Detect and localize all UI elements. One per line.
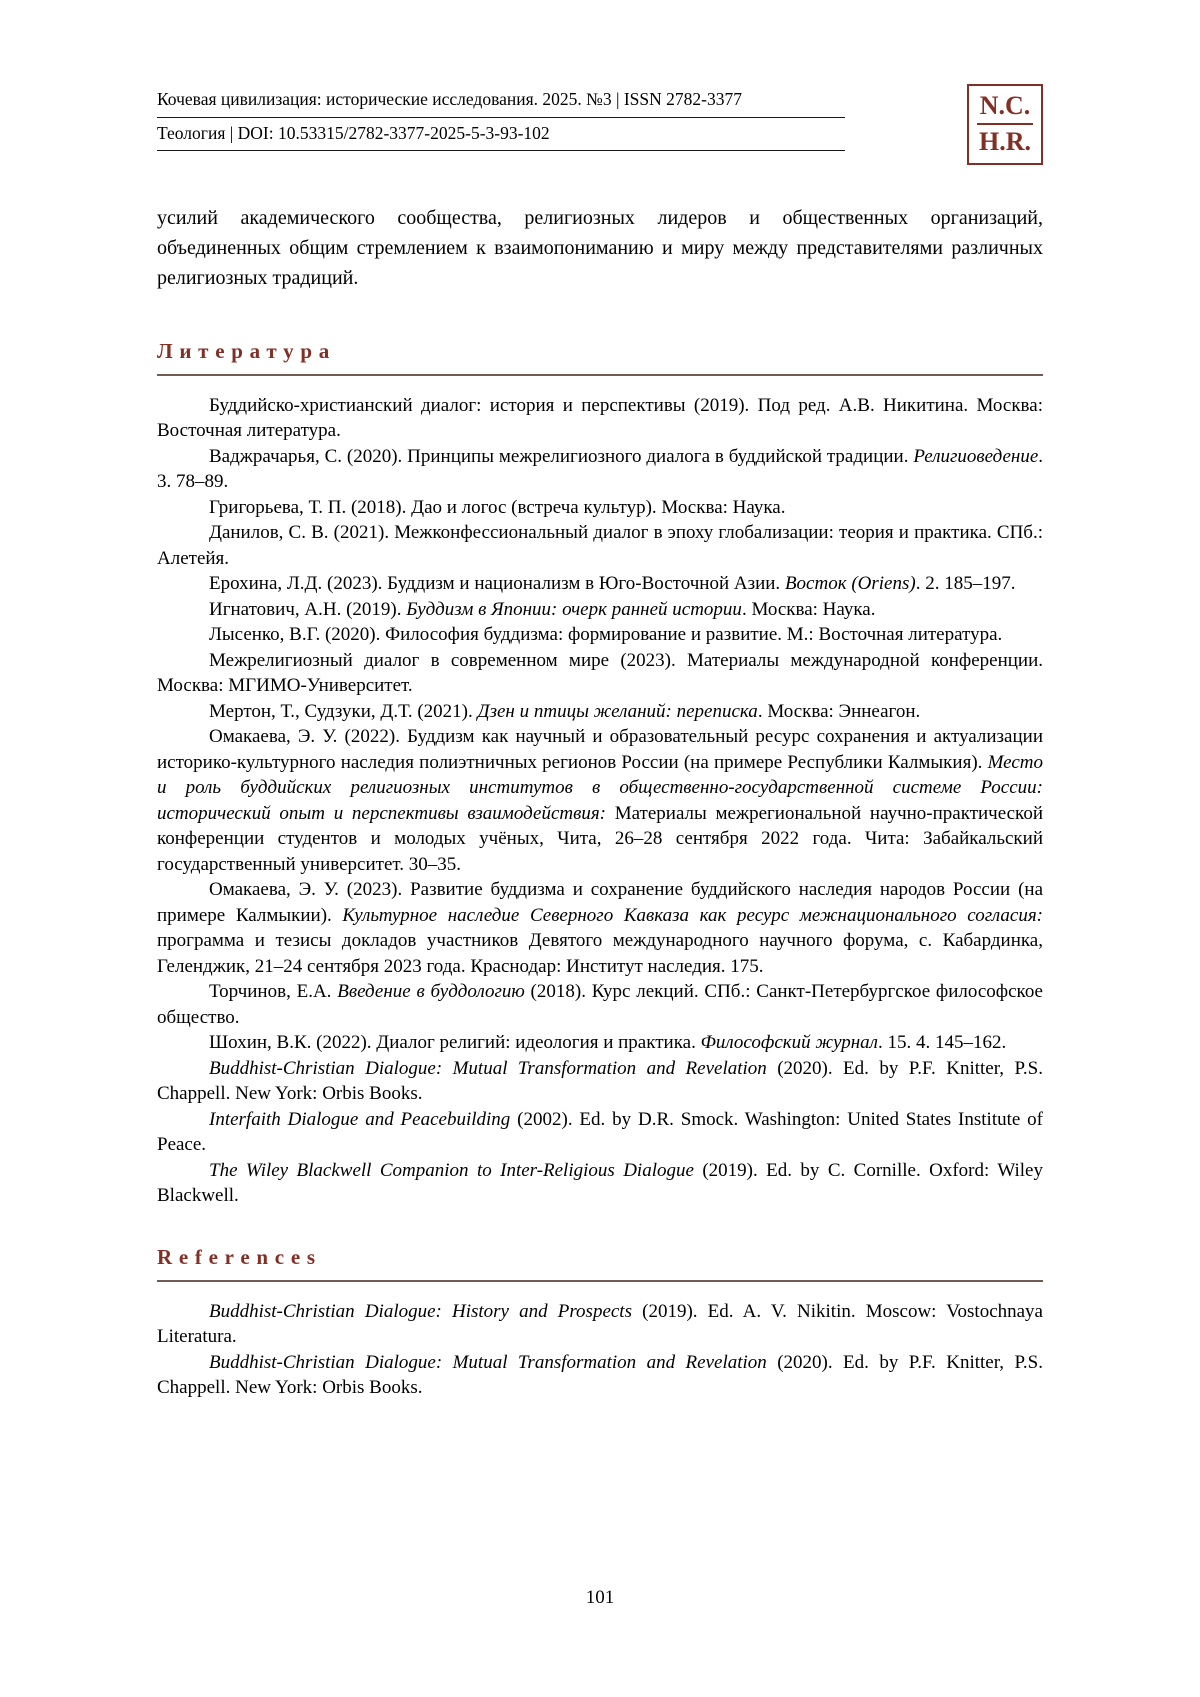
references-list: [157, 1299, 1043, 1401]
reference-item: Буддийско-христианский диалог: история и перспективы (2019). Под ред. А.В. Никитина. Москва: Восточная литература.: [157, 394, 1043, 442]
reference-item: Торчинов, Е.А. Введение в буддологию (2018). Курс лекций. СПб.: Санкт-Петербургское философское общество.: [157, 981, 1043, 1028]
journal-doi-line: Теология | DOI: 10.53315/2782-3377-2025-5-3-93-102: [157, 118, 845, 152]
reference-item: Buddhist-Christian Dialogue: Mutual Transformation and Revelation (2020). Ed. by P.F. Knitter, P.S. Chappell. New York: Orbis Books.: [157, 1351, 1043, 1399]
reference-item: Buddhist-Christian Dialogue: Mutual Transformation and Revelation (2020). Ed. by P.F. Knitter, P.S. Chappell. New York: Orbis Books.: [157, 1057, 1043, 1105]
reference-item: Ерохина, Л.Д. (2023). Буддизм и национализм в Юго-Восточной Азии. Восток (Oriens). 2. 185–197.: [209, 573, 1016, 595]
reference-item: Григорьева, Т. П. (2018). Дао и логос (встреча культур). Москва: Наука.: [209, 496, 786, 518]
journal-title-line: Кочевая цивилизация: исторические исследования. 2025. №3 | ISSN 2782-3377: [157, 88, 845, 118]
page-header: [157, 88, 1043, 165]
logo-text-top: N.C.: [977, 91, 1033, 125]
references-heading: References: [157, 1244, 322, 1269]
journal-logo: [967, 84, 1043, 165]
reference-item: Ваджрачарья, С. (2020). Принципы межрелигиозного диалога в буддийской традиции. Религиоведение. 3. 78–89.: [157, 445, 1043, 493]
reference-item: Interfaith Dialogue and Peacebuilding (2002). Ed. by D.R. Smock. Washington: United States Institute of Peace.: [157, 1108, 1044, 1156]
reference-item: The Wiley Blackwell Companion to Inter-Religious Dialogue (2019). Ed. by C. Cornille. Oxford: Wiley Blackwell.: [157, 1159, 1043, 1207]
reference-item: Омакаева, Э. У. (2023). Развитие буддизма и сохранение буддийского наследия народов России (на примере Калмыкии). Культурное наследие Северного Кавказа как ресурс межнационального согласия: программа и тезисы докладов участников Девятого международного научного форума, с. Кабардинка, Геленджик, 21–24 сентября 2023 года. Краснодар: Институт наследия. 175.: [157, 879, 1043, 977]
page-number: 101: [585, 1587, 615, 1608]
reference-item: Мертон, Т., Судзуки, Д.Т. (2021). Дзен и птицы желаний: переписка. Москва: Эннеагон.: [209, 700, 921, 722]
reference-item: Данилов, С. В. (2021). Межконфессиональный диалог в эпоху глобализации: теория и практика. СПб.: Алетейя.: [157, 522, 1043, 569]
reference-item: Шохин, В.К. (2022). Диалог религий: идеология и практика. Философский журнал. 15. 4. 145–162.: [209, 1032, 1007, 1054]
reference-item: Игнатович, А.Н. (2019). Буддизм в Японии: очерк ранней истории. Москва: Наука.: [209, 598, 876, 620]
literature-heading: Литература: [157, 338, 336, 363]
reference-item: Лысенко, В.Г. (2020). Философия буддизма: формирование и развитие. М.: Восточная литература.: [209, 624, 1003, 646]
section-divider: [157, 1280, 1043, 1282]
journal-info: [157, 88, 845, 151]
literature-list: [157, 393, 1043, 1209]
reference-item: Межрелигиозный диалог в современном мире (2023). Материалы международной конференции. Москва: МГИМО-Университет.: [157, 649, 1043, 697]
reference-item: Омакаева, Э. У. (2022). Буддизм как научный и образовательный ресурс сохранения и актуализации историко-культурного наследия полиэтничных регионов России (на примере Республики Калмыкия). Место и роль буддийских религиозных институтов в общественно-государственной системе России: исторический опыт и перспективы взаимодействия: Материалы межрегиональной научно-практической конференции студентов и молодых учёных, Чита, 26–28 сентября 2022 года. Чита: Забайкальский государственный университет. 30–35.: [157, 726, 1043, 875]
body-paragraph: усилий академического сообщества, религиозных лидеров и общественных организаций, объединенных общим стремлением к взаимопониманию и миру между представителями различных религиозных традиций.: [157, 206, 1043, 289]
reference-item: Buddhist-Christian Dialogue: History and Prospects (2019). Ed. A. V. Nikitin. Moscow: Vostochnaya Literatura.: [157, 1300, 1043, 1348]
section-divider: [157, 374, 1043, 376]
logo-text-bottom: H.R.: [979, 126, 1031, 156]
